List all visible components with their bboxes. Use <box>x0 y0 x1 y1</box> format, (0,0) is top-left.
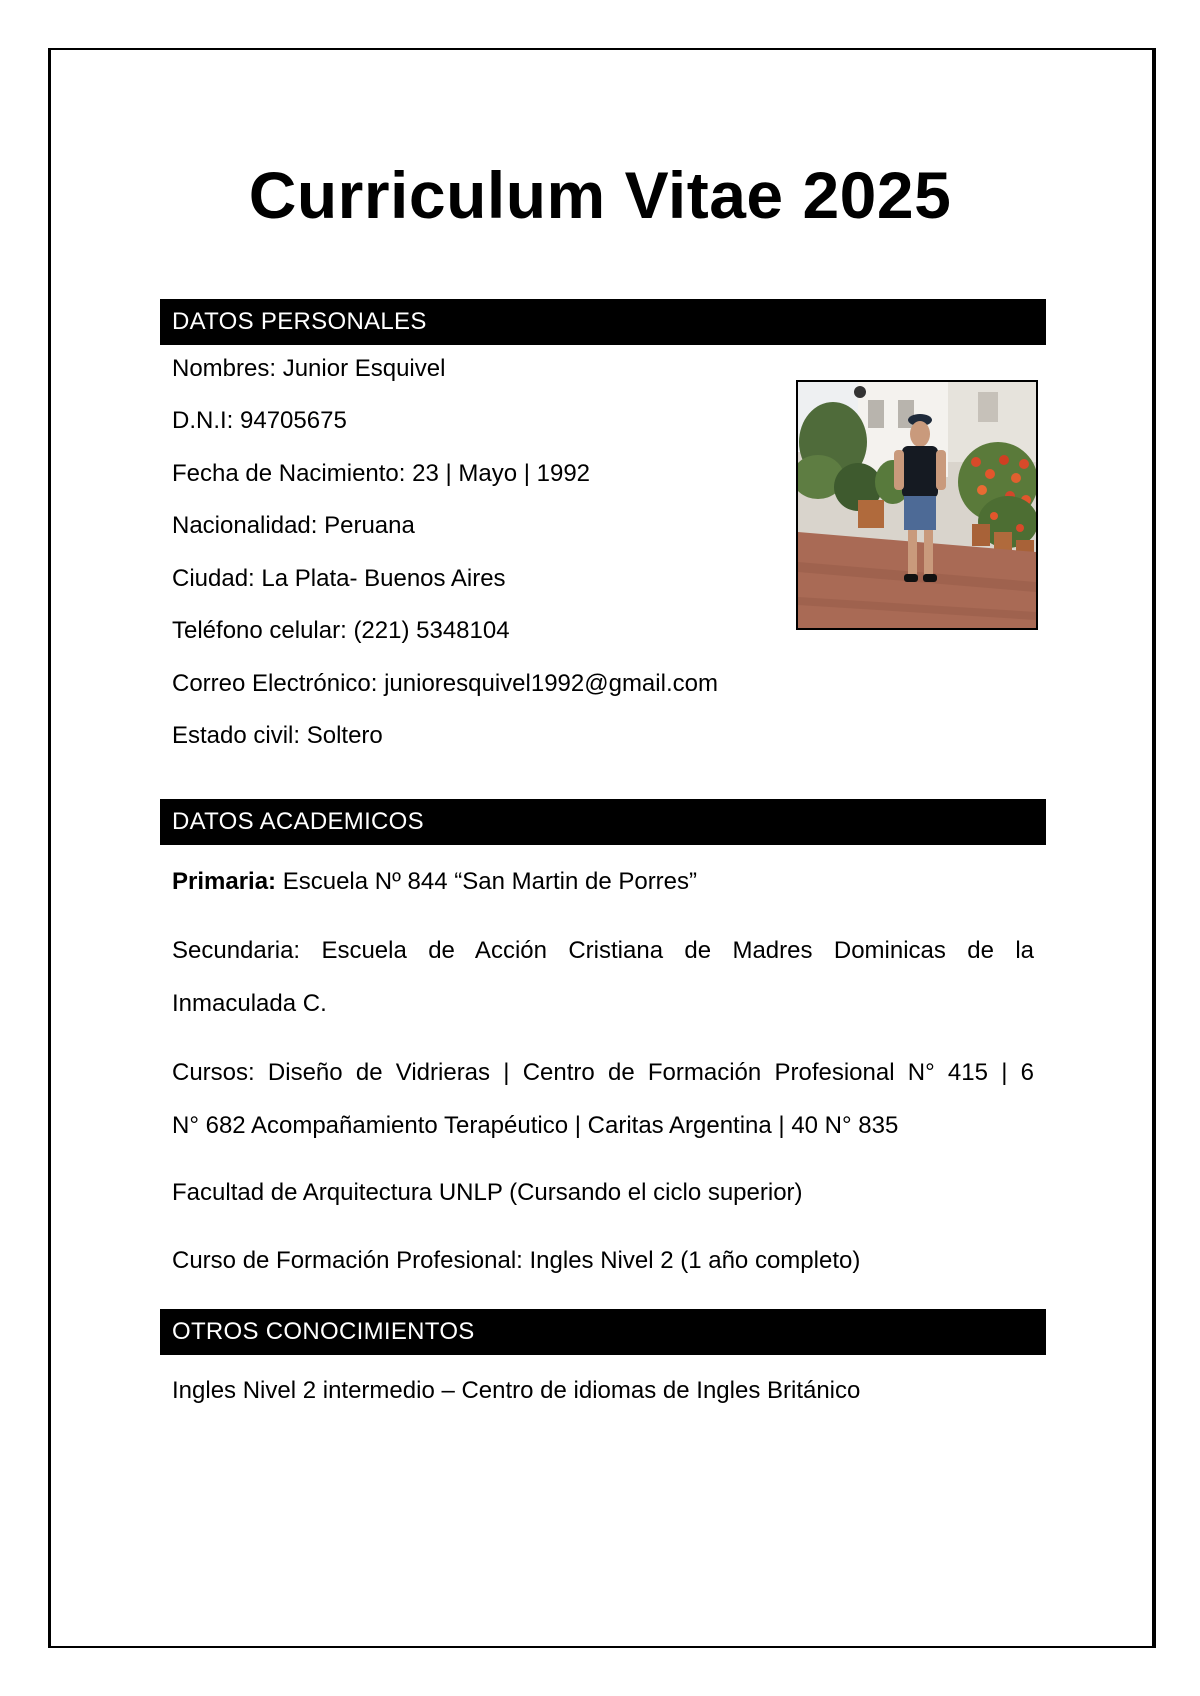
academic-curso-ingles: Curso de Formación Profesional: Ingles Nivel 2 (1 año completo) <box>172 1247 861 1274</box>
personal-email: Correo Electrónico: junioresquivel1992@gmail.com <box>172 670 718 697</box>
section-heading-other: OTROS CONOCIMIENTOS <box>160 1309 1046 1355</box>
page-border <box>48 48 1156 1648</box>
academic-secundaria <box>172 924 1034 1030</box>
secundaria-line-2: Inmaculada C. <box>172 990 327 1017</box>
primaria-label: Primaria: <box>172 868 277 895</box>
section-heading-academic: DATOS ACADEMICOS <box>160 799 1046 845</box>
academic-cursos <box>172 1046 1034 1152</box>
section-heading-personal: DATOS PERSONALES <box>160 299 1046 345</box>
personal-city: Ciudad: La Plata- Buenos Aires <box>172 565 506 592</box>
profile-photo <box>796 380 1038 630</box>
academic-primaria <box>172 866 697 898</box>
secundaria-line-1: Secundaria: Escuela de Acción Cristiana de Madres Dominicas de la <box>172 937 1034 964</box>
personal-dni: D.N.I: 94705675 <box>172 407 347 434</box>
document-title: Curriculum Vitae 2025 <box>248 158 952 232</box>
cursos-line-2: N° 682 Acompañamiento Terapéutico | Caritas Argentina | 40 N° 835 <box>172 1112 899 1139</box>
personal-phone: Teléfono celular: (221) 5348104 <box>172 617 510 644</box>
other-knowledge-item: Ingles Nivel 2 intermedio – Centro de idiomas de Ingles Británico <box>172 1377 861 1404</box>
academic-facultad: Facultad de Arquitectura UNLP (Cursando el ciclo superior) <box>172 1179 803 1206</box>
personal-birthdate: Fecha de Nacimiento: 23 | Mayo | 1992 <box>172 460 591 487</box>
personal-name: Nombres: Junior Esquivel <box>172 355 446 382</box>
personal-nationality: Nacionalidad: Peruana <box>172 512 415 539</box>
cursos-line-1: Cursos: Diseño de Vidrieras | Centro de Formación Profesional N° 415 | 6 <box>172 1059 1034 1086</box>
primaria-value: Escuela Nº 844 “San Martin de Porres” <box>276 868 698 895</box>
personal-marital-status: Estado civil: Soltero <box>172 722 383 749</box>
